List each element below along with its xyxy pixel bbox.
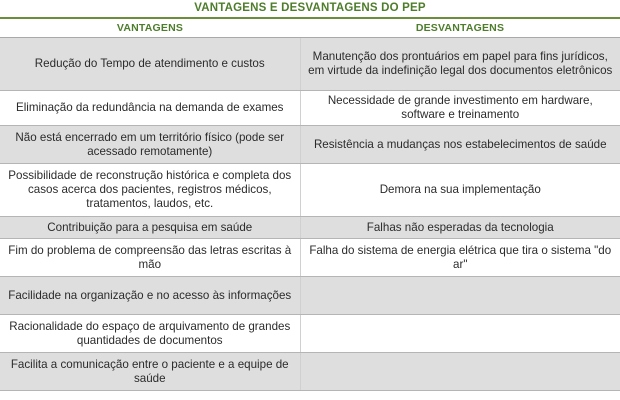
advantage-cell: Eliminação da redundância na demanda de exames	[0, 91, 300, 126]
table-row	[0, 353, 620, 391]
table-row	[0, 91, 620, 126]
header-advantages: VANTAGENS	[0, 19, 300, 38]
advantages-disadvantages-table	[0, 19, 620, 391]
advantage-cell: Facilita a comunicação entre o paciente e a equipe de saúde	[0, 353, 300, 391]
disadvantage-cell	[300, 277, 620, 315]
table-row	[0, 126, 620, 164]
advantage-cell: Redução do Tempo de atendimento e custos	[0, 38, 300, 91]
header-disadvantages: DESVANTAGENS	[300, 19, 620, 38]
table-row	[0, 38, 620, 91]
advantage-cell: Fim do problema de compreensão das letras escritas à mão	[0, 239, 300, 277]
advantage-cell: Possibilidade de reconstrução histórica e completa dos casos acerca dos pacientes, registros médicos, tratamentos, laudos, etc.	[0, 164, 300, 217]
table-row	[0, 239, 620, 277]
disadvantage-cell	[300, 353, 620, 391]
advantage-cell: Racionalidade do espaço de arquivamento de grandes quantidades de documentos	[0, 315, 300, 353]
disadvantage-cell: Necessidade de grande investimento em hardware, software e treinamento	[300, 91, 620, 126]
disadvantage-cell: Resistência a mudanças nos estabelecimentos de saúde	[300, 126, 620, 164]
table-title: VANTAGENS E DESVANTAGENS DO PEP	[0, 0, 620, 19]
disadvantage-cell: Manutenção dos prontuários em papel para fins jurídicos, em virtude da indefinição legal dos documentos eletrônicos	[300, 38, 620, 91]
disadvantage-cell	[300, 315, 620, 353]
advantage-cell: Não está encerrado em um território físico (pode ser acessado remotamente)	[0, 126, 300, 164]
table-row	[0, 315, 620, 353]
advantage-cell: Facilidade na organização e no acesso às informações	[0, 277, 300, 315]
advantage-cell: Contribuição para a pesquisa em saúde	[0, 217, 300, 239]
disadvantage-cell: Falha do sistema de energia elétrica que tira o sistema "do ar"	[300, 239, 620, 277]
disadvantage-cell: Falhas não esperadas da tecnologia	[300, 217, 620, 239]
table-row	[0, 277, 620, 315]
disadvantage-cell: Demora na sua implementação	[300, 164, 620, 217]
table-row	[0, 217, 620, 239]
header-row	[0, 19, 620, 38]
table-row	[0, 164, 620, 217]
